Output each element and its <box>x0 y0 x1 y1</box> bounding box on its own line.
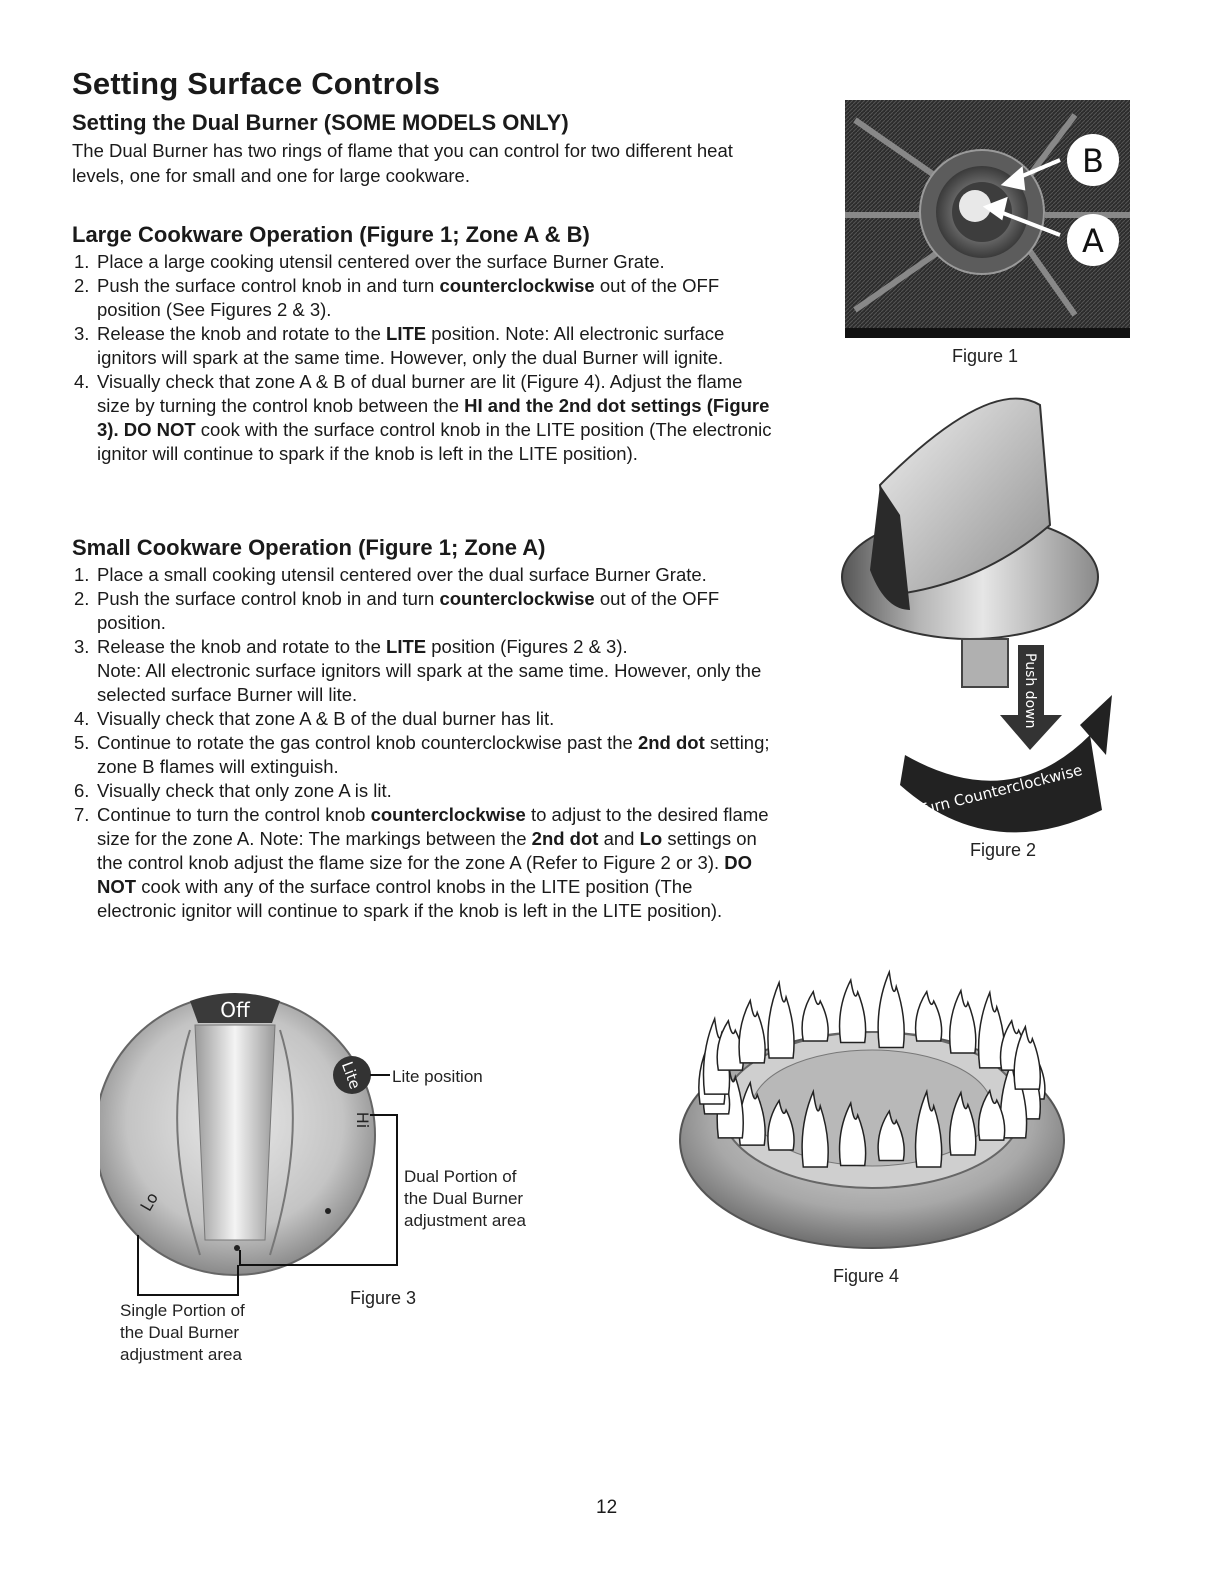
zone-b-label: B <box>1082 142 1104 180</box>
figure-2-caption: Figure 2 <box>970 840 1037 860</box>
single-portion-callout: Single Portion of the Dual Burner adjustment area <box>120 1301 245 1364</box>
flame-shape <box>878 972 904 1047</box>
list-item: 4. Visually check that zone A & B of dual burner are lit (Figure 4). Adjust the flame size by turning the control knob between the HI and the 2nd dot settings (Figure 3). DO NOT cook with the surface control knob in the LITE position (The electronic ignitor will continue to spark if the knob is left in the LITE position). <box>74 371 772 464</box>
figure-4-caption: Figure 4 <box>833 1266 900 1286</box>
turn-counterclockwise-label: Turn Counterclockwise <box>916 760 1085 820</box>
list-item: 7. Continue to turn the control knob counterclockwise to adjust to the desired flame size for the zone A. Note: The markings between the 2nd dot and Lo settings on the control knob adjust the flame size for the zone A (Refer to Figure 2 or 3). DO NOT cook with any of the surface control knobs in the LITE position (The electronic ignitor will continue to spark if the knob is left in the LITE position). <box>74 804 769 921</box>
hi-marker: Hi <box>353 1111 372 1129</box>
lite-marker: Lite <box>337 1059 365 1092</box>
off-marker: Off <box>220 998 250 1022</box>
figure-3-caption: Figure 3 <box>350 1288 417 1308</box>
figure-4-burner-flames-image <box>675 960 1070 1260</box>
flame-shape <box>916 992 942 1041</box>
large-cookware-steps <box>74 250 774 466</box>
section-subtitle: Setting the Dual Burner (SOME MODELS ONLY) <box>72 110 569 135</box>
lite-position-callout: Lite position <box>392 1067 483 1086</box>
flame-shape <box>739 1000 765 1062</box>
flame-shape <box>840 980 866 1042</box>
dual-portion-callout: Dual Portion of the Dual Burner adjustment area <box>404 1167 526 1230</box>
intro-paragraph: The Dual Burner has two rings of flame that you can control for two different heat levels, one for small and one for large cookware. <box>72 140 733 186</box>
push-down-label: Push down <box>1022 653 1038 729</box>
list-item: 1. Place a large cooking utensil centered over the surface Burner Grate. <box>74 251 665 272</box>
lo-marker: Lo <box>136 1189 163 1215</box>
list-item: 2. Push the surface control knob in and turn counterclockwise out of the OFF position. <box>74 588 720 633</box>
small-cookware-steps <box>74 563 774 923</box>
list-item: 1. Place a small cooking utensil centered over the dual surface Burner Grate. <box>74 564 707 585</box>
figure-2-control-knob-image <box>840 395 1120 835</box>
flame-shape <box>950 991 976 1053</box>
figure-1-burner-grate-image <box>845 100 1130 338</box>
page-number: 12 <box>596 1497 618 1518</box>
list-item: 4. Visually check that zone A & B of the dual burner has lit. <box>74 708 555 729</box>
list-item: 2. Push the surface control knob in and turn counterclockwise out of the OFF position (See Figures 2 & 3). <box>74 275 720 320</box>
flame-shape <box>768 983 794 1058</box>
flame-shape <box>802 992 828 1041</box>
list-item: 5. Continue to rotate the gas control knob counterclockwise past the 2nd dot setting; zone B flames will extinguish. <box>74 732 770 777</box>
large-cookware-heading: Large Cookware Operation (Figure 1; Zone A & B) <box>72 222 590 247</box>
list-item: 3. Release the knob and rotate to the LITE position. Note: All electronic surface ignitors will spark at the same time. However, only the dual Burner will ignite. <box>74 323 725 368</box>
zone-a-label: A <box>1082 222 1104 260</box>
figure-3-knob-dial-diagram <box>100 985 620 1305</box>
list-item: 3. Release the knob and rotate to the LITE position (Figures 2 & 3). Note: All electronic surface ignitors will spark at the same time. However, only the selected surface Burner will lite. <box>74 636 762 705</box>
small-cookware-heading: Small Cookware Operation (Figure 1; Zone A) <box>72 535 546 560</box>
list-item: 6. Visually check that only zone A is lit. <box>74 780 392 801</box>
page-title: Setting Surface Controls <box>72 66 441 101</box>
figure-1-caption: Figure 1 <box>952 346 1019 366</box>
